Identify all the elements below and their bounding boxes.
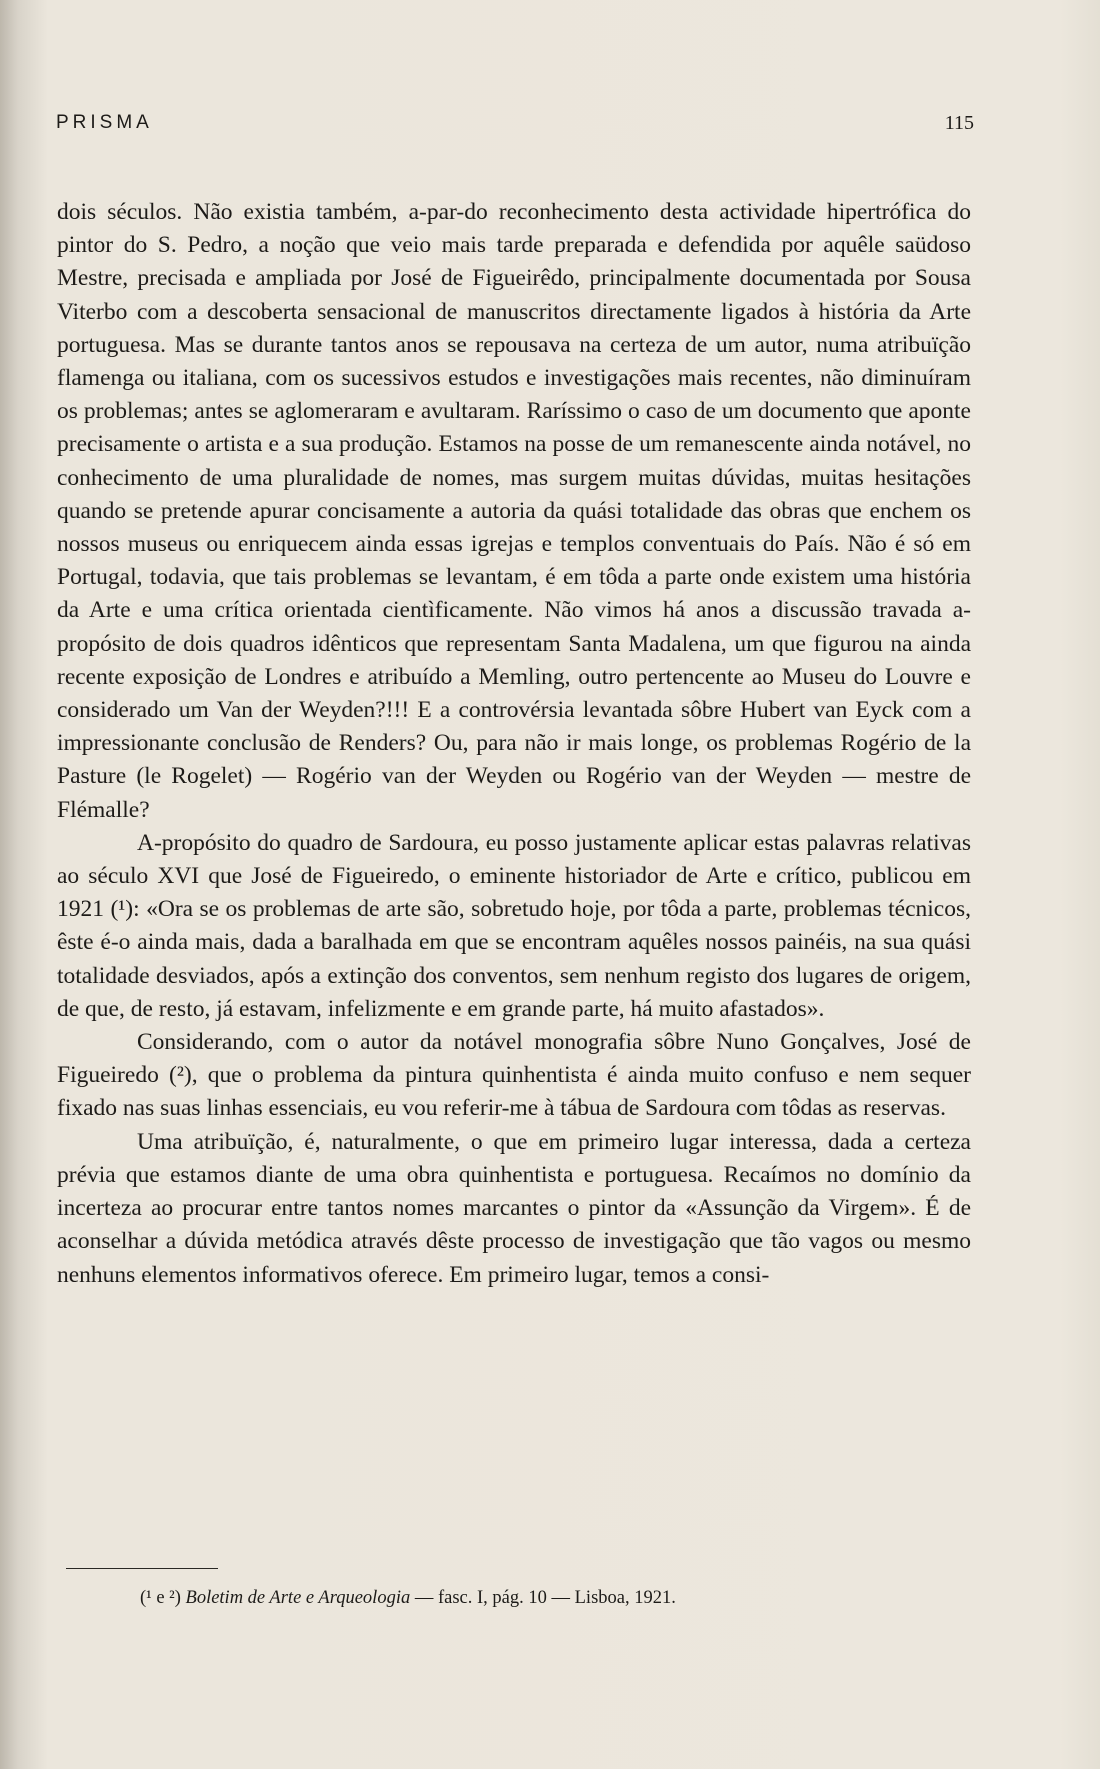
footnote-marker: (¹ e ²) <box>140 1588 181 1608</box>
paragraph: A-propósito do quadro de Sardoura, eu posso justamente aplicar estas palavras relativas ao século XVI que José de Figueiredo, o eminente historiador de Arte e crítico, publicou em 1921 (¹): «Ora se os problemas de arte são, sobretudo hoje, por tôda a parte, problemas técnicos, êste é-o ainda mais, dada a baralhada em que se encontram aquêles nossos painéis, na sua quási totalidade desviados, após a extinção dos conventos, sem nenhum registo dos lugares de origem, de que, de resto, já estavam, infelizmente e em grande parte, há muito afastados». <box>57 829 971 1022</box>
paragraph: Considerando, com o autor da notável monografia sôbre Nuno Gonçalves, José de Figueiredo (²), que o problema da pintura quinhentista é ainda muito confuso e nem sequer fixado nas suas linhas essenciais, eu vou referir-me à tábua de Sardoura com tôdas as reservas. <box>57 1029 971 1122</box>
footnote-divider <box>66 1568 218 1569</box>
paragraph: Uma atribuïção, é, naturalmente, o que em primeiro lugar interessa, dada a certeza prévia que estamos diante de uma obra quinhentista e portuguesa. Recaímos no domínio da incerteza ao procurar entre tantos nomes marcantes o pintor da «Assunção da Virgem». É de aconselhar a dúvida metódica através dêste processo de investigação que tão vagos ou mesmo nenhuns elementos informativos oferece. Em primeiro lugar, temos a consi- <box>57 1128 971 1288</box>
footnote-details: — fasc. I, pág. 10 — Lisboa, 1921. <box>410 1588 676 1608</box>
running-title: PRISMA <box>56 112 153 133</box>
page-number: 115 <box>944 112 974 134</box>
footnote <box>140 1586 940 1610</box>
body-text <box>57 196 971 1292</box>
paragraph: dois séculos. Não existia também, a-par-do reconhecimento desta actividade hipertrófica do pintor do S. Pedro, a noção que veio mais tarde preparada e defendida por aquêle saüdoso Mestre, precisada e ampliada por José de Figueirêdo, principalmente documentada por Sousa Viterbo com a descoberta sensacional de manuscritos directamente ligados à história da Arte portuguesa. Mas se durante tantos anos se repousava na certeza de um autor, numa atribuïção flamenga ou italiana, com os sucessivos estudos e investigações mais recentes, não diminuíram os problemas; antes se aglomeraram e avultaram. Raríssimo o caso de um documento que aponte precisamente o artista e a sua produção. Estamos na posse de um remanescente ainda notável, no conhecimento de uma pluralidade de nomes, mas surgem muitas dúvidas, muitas hesitações quando se pretende apurar concisamente a autoria da quási totalidade das obras que enchem os nossos museus ou enriquecem ainda essas igrejas e templos conventuais do País. Não é só em Portugal, todavia, que tais problemas se levantam, é em tôda a parte onde existem uma história da Arte e uma crítica orientada cientìficamente. Não vimos há anos a discussão travada a-propósito de dois quadros idênticos que representam Santa Madalena, um que figurou na ainda recente exposição de Londres e atribuído a Memling, outro pertencente ao Museu do Louvre e considerado um Van der Weyden?!!! E a controvérsia levantada sôbre Hubert van Eyck com a impressionante conclusão de Renders? Ou, para não ir mais longe, os problemas Rogério de la Pasture (le Rogelet) — Rogério van der Weyden ou Rogério van der Weyden — mestre de Flémalle? <box>57 199 971 823</box>
footnote-publication-title: Boletim de Arte e Arqueologia <box>185 1588 411 1608</box>
page-header <box>56 112 974 142</box>
